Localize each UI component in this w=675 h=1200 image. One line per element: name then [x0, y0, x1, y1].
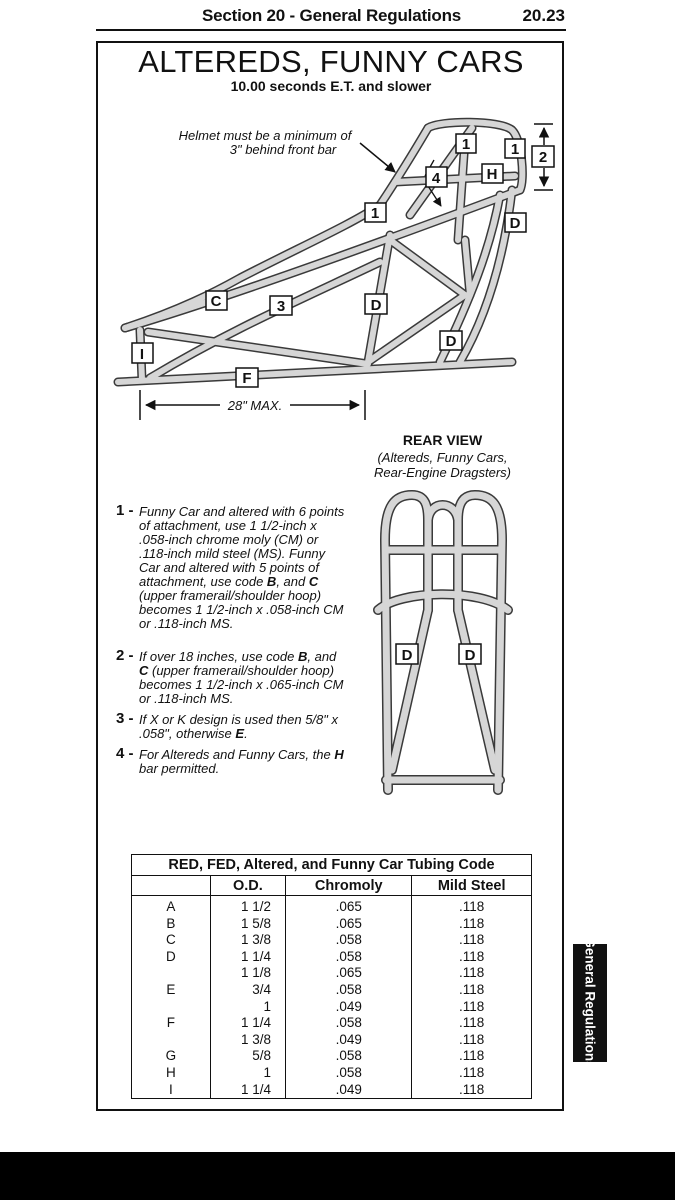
table-row	[132, 999, 532, 1016]
cell-mild-steel: .118	[412, 982, 532, 999]
rear-view-title: REAR VIEW	[402, 432, 483, 448]
cell-chromoly: .049	[286, 1032, 412, 1049]
cell-code: H	[165, 1064, 176, 1080]
table-row	[132, 1032, 532, 1049]
footnote-3: 3 - If X or K design is used then 5/8" x .058", otherwise E.	[116, 710, 339, 741]
table-body	[132, 896, 532, 1099]
cell-chromoly: .065	[286, 916, 412, 933]
footnote-1-number: 1 -	[116, 502, 134, 519]
cell-chromoly: .058	[286, 1015, 412, 1032]
section-title: Section 20 - General Regulations	[202, 6, 462, 25]
cell-od: 3/4	[210, 982, 285, 999]
col-header-mild-steel: Mild Steel	[412, 876, 532, 896]
svg-text:1: 1	[510, 141, 520, 158]
cell-mild-steel: .118	[412, 965, 532, 982]
cell-mild-steel: .118	[412, 1048, 532, 1065]
cell-od: 1 1/2	[210, 896, 285, 916]
cell-od: 1 3/8	[210, 1032, 285, 1049]
cell-chromoly: .058	[286, 982, 412, 999]
cell-od: 5/8	[210, 1048, 285, 1065]
label-c	[206, 291, 227, 310]
cell-mild-steel: .118	[412, 1015, 532, 1032]
side-tab-label: General Regulations	[582, 937, 598, 1069]
footnote-4: 4 - For Altereds and Funny Cars, the H bar permitted.	[116, 745, 344, 776]
cell-od: 1 1/4	[210, 1015, 285, 1032]
col-header-od: O.D.	[210, 876, 285, 896]
svg-text:D: D	[445, 333, 457, 350]
svg-text:4: 4	[431, 170, 441, 187]
label-h	[482, 164, 503, 183]
footnote-4-number: 4 -	[116, 745, 134, 762]
cell-chromoly: .065	[286, 896, 412, 916]
table-row	[132, 896, 532, 916]
rear-label-d-right	[459, 644, 481, 664]
footnote-2: 2 - If over 18 inches, use code B, and C (upper framerail/shoulder hoop) becomes 1 1/2-inch x .065-inch CM or .118-inch MS.	[116, 647, 344, 706]
cell-mild-steel: .118	[412, 1065, 532, 1082]
cell-chromoly: .058	[286, 1048, 412, 1065]
cell-chromoly: .049	[286, 999, 412, 1016]
cell-code: E	[166, 981, 176, 997]
cell-mild-steel: .118	[412, 949, 532, 966]
rear-view-subtitle	[340, 450, 545, 480]
helmet-note-arrow	[360, 143, 395, 172]
table-row	[132, 965, 532, 982]
cell-chromoly: .058	[286, 1065, 412, 1082]
rear-label-d-left	[396, 644, 418, 664]
cell-mild-steel: .118	[412, 932, 532, 949]
table-row	[132, 949, 532, 966]
footnote-1: 1 - Funny Car and altered with 6 points of attachment, use 1 1/2-inch x .058-inch chrome moly (CM) or .118-inch mild steel (MS). Funny Car and altered with 5 points of attachment, use code B, and C (upper framerail/shoulder hoop) becomes 1 1/2-inch x .058-inch CM or .118-inch MS.	[116, 502, 345, 631]
cell-od: 1 3/8	[210, 932, 285, 949]
helmet-note-line-2: 3" behind front bar	[229, 142, 337, 157]
svg-text:D: D	[370, 297, 382, 314]
svg-text:2: 2	[538, 149, 548, 166]
footer-bar	[0, 1152, 675, 1200]
cell-code: F	[166, 1015, 175, 1031]
cell-code: I	[168, 1081, 173, 1097]
footnote-2-number: 2 -	[116, 647, 134, 664]
label-4	[426, 167, 447, 187]
cell-od: 1	[210, 1065, 285, 1082]
tubing-code-table	[131, 854, 532, 1099]
label-d-mid	[365, 294, 387, 314]
svg-text:1: 1	[461, 136, 471, 153]
label-i	[132, 343, 153, 363]
rear-view-cage	[378, 495, 508, 790]
cell-chromoly: .065	[286, 965, 412, 982]
page-number: 20.23	[522, 6, 565, 25]
svg-text:D: D	[464, 647, 476, 664]
cell-mild-steel: .118	[412, 1082, 532, 1099]
cell-od: 1 1/8	[210, 965, 285, 982]
rear-view-subtitle-line-2: Rear-Engine Dragsters)	[373, 465, 512, 480]
cell-code: B	[166, 915, 176, 931]
cell-mild-steel: .118	[412, 1032, 532, 1049]
table-row	[132, 982, 532, 999]
dimension-label: 28" MAX.	[227, 398, 283, 413]
cell-chromoly: .058	[286, 932, 412, 949]
table-row	[132, 916, 532, 933]
table-row	[132, 1015, 532, 1032]
table-caption: RED, FED, Altered, and Funny Car Tubing Code	[132, 855, 532, 876]
svg-text:I: I	[139, 346, 145, 363]
page-title: ALTEREDS, FUNNY CARS	[138, 44, 524, 79]
cell-mild-steel: .118	[412, 916, 532, 933]
label-1-right	[505, 139, 525, 158]
cell-od: 1 1/4	[210, 949, 285, 966]
cell-code: A	[166, 899, 176, 914]
table-row	[132, 1065, 532, 1082]
section-side-tab[interactable]	[573, 937, 607, 1069]
rear-view-subtitle-line-1: (Altereds, Funny Cars,	[377, 450, 508, 465]
svg-text:H: H	[486, 166, 498, 183]
label-1-mid	[365, 203, 386, 222]
footnote-3-number: 3 -	[116, 710, 134, 727]
cell-od: 1 5/8	[210, 916, 285, 933]
cell-od: 1	[210, 999, 285, 1016]
label-d-upper	[505, 213, 526, 232]
svg-text:3: 3	[276, 298, 286, 315]
cell-code	[132, 999, 211, 1016]
page-subtitle: 10.00 seconds E.T. and slower	[230, 78, 432, 94]
label-f	[236, 368, 258, 387]
cell-code: C	[165, 932, 176, 948]
cell-code: D	[165, 948, 176, 964]
helmet-note-line-1: Helmet must be a minimum of	[178, 128, 352, 143]
label-2	[532, 146, 554, 167]
cell-chromoly: .058	[286, 949, 412, 966]
svg-text:1: 1	[370, 205, 380, 222]
table-row	[132, 932, 532, 949]
label-1-top	[456, 134, 476, 153]
col-header-code	[132, 876, 211, 896]
col-header-chromoly: Chromoly	[286, 876, 412, 896]
cell-mild-steel: .118	[412, 896, 532, 916]
cell-chromoly: .049	[286, 1082, 412, 1099]
svg-text:F: F	[242, 370, 252, 387]
cell-od: 1 1/4	[210, 1082, 285, 1099]
cell-code	[132, 1032, 211, 1049]
svg-text:D: D	[509, 215, 521, 232]
table-row	[132, 1048, 532, 1065]
label-d-lower	[440, 331, 462, 350]
cell-code: G	[165, 1048, 177, 1064]
svg-text:C: C	[210, 293, 222, 310]
label-3	[270, 296, 292, 315]
svg-text:D: D	[401, 647, 413, 664]
cell-mild-steel: .118	[412, 999, 532, 1016]
label-4-arrow	[428, 186, 441, 206]
cell-code	[132, 965, 211, 982]
table-row	[132, 1082, 532, 1099]
